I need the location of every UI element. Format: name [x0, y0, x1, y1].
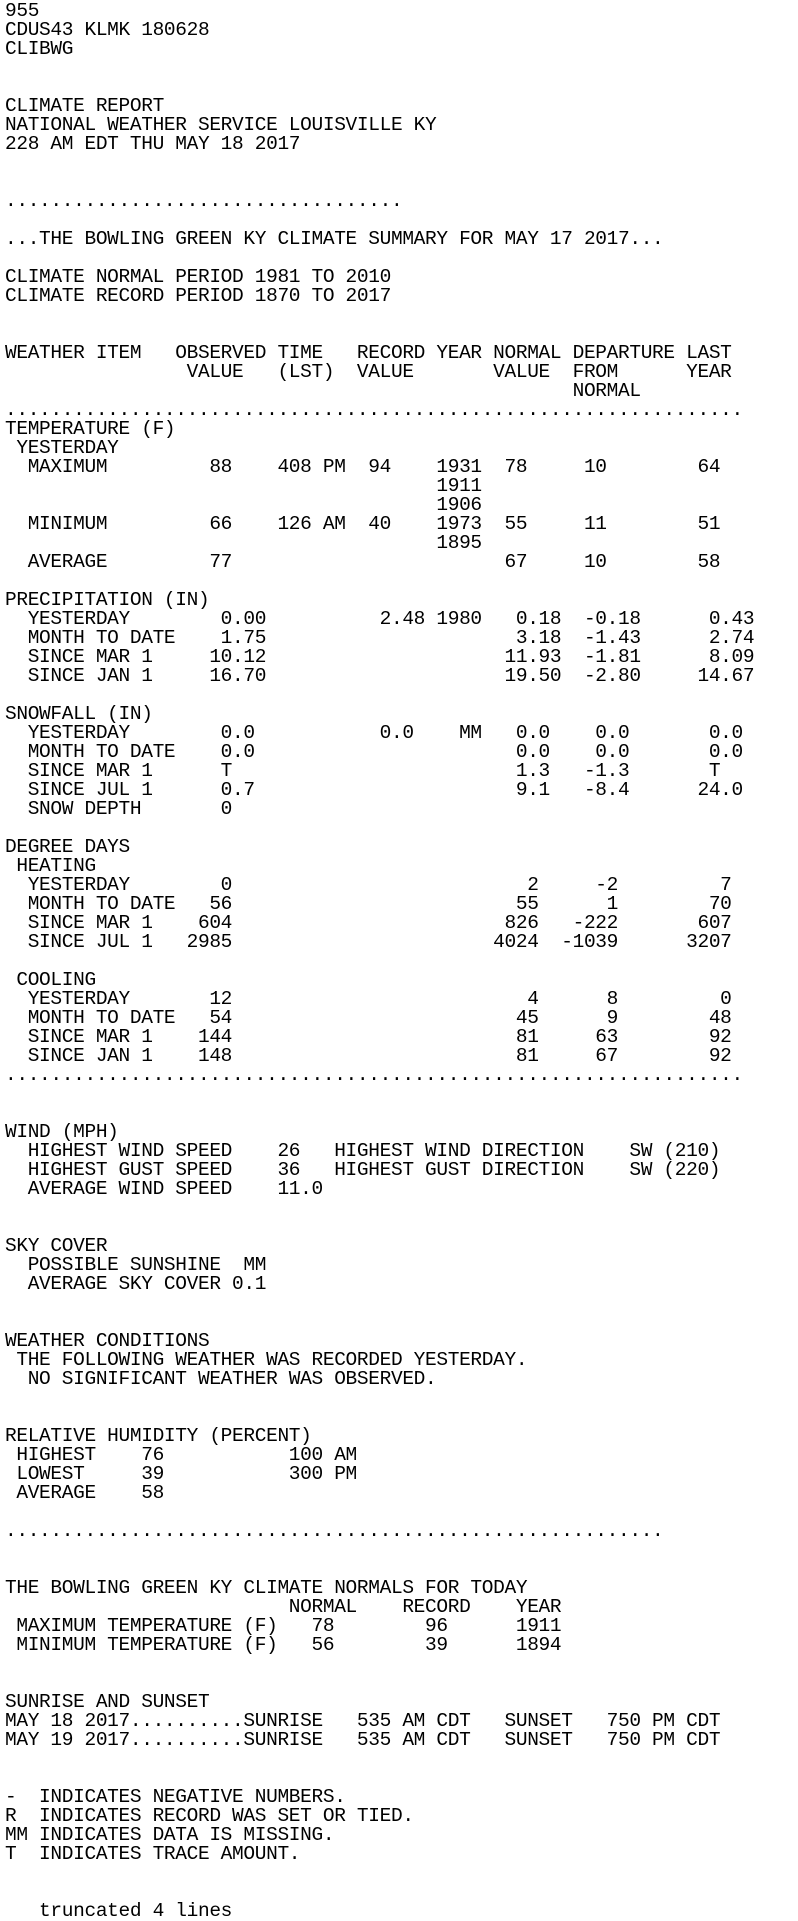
- report-line: [5, 306, 798, 325]
- report-line: CLIBWG: [5, 38, 74, 60]
- report-line: ..........................................................: [5, 1520, 664, 1542]
- report-line: WEATHER ITEM OBSERVED TIME RECORD YEAR NORMAL DEPARTURE LAST: [5, 342, 732, 364]
- report-line: WIND (MPH): [5, 1121, 119, 1143]
- report-line: MAY 19 2017..........SUNRISE 535 AM CDT SUNSET 750 PM CDT: [5, 1729, 721, 1751]
- report-line: .................................................................: [5, 1064, 743, 1086]
- report-line: CDUS43 KLMK 180628: [5, 19, 210, 41]
- report-line: [5, 1750, 798, 1769]
- report-line: POSSIBLE SUNSHINE MM: [5, 1254, 267, 1276]
- report-line: [5, 59, 798, 78]
- report-line: 228 AM EDT THU MAY 18 2017: [5, 133, 301, 155]
- report-line: [5, 1389, 798, 1408]
- report-line: AVERAGE WIND SPEED 11.0: [5, 1178, 323, 1200]
- report-line: SINCE MAR 1 604 826 -222 607: [5, 912, 732, 934]
- report-line: CLIMATE RECORD PERIOD 1870 TO 2017: [5, 285, 391, 307]
- report-line: SINCE MAR 1 144 81 63 92: [5, 1026, 732, 1048]
- report-line: VALUE (LST) VALUE VALUE FROM YEAR: [5, 361, 732, 383]
- report-line: SNOW DEPTH 0: [5, 798, 233, 820]
- report-line: SINCE MAR 1 10.12 11.93 -1.81 8.09: [5, 646, 755, 668]
- report-line: truncated 4 lines: [5, 1900, 233, 1921]
- report-line: [5, 1199, 798, 1218]
- report-line: TEMPERATURE (F): [5, 418, 176, 440]
- report-line: AVERAGE SKY COVER 0.1: [5, 1273, 267, 1295]
- report-line: [5, 1104, 798, 1123]
- report-line: HIGHEST WIND SPEED 26 HIGHEST WIND DIRECTION SW (210): [5, 1140, 721, 1162]
- report-line: SUNRISE AND SUNSET: [5, 1691, 210, 1713]
- report-line: [5, 1655, 798, 1674]
- report-line: [5, 1294, 798, 1313]
- report-line: AVERAGE 58: [5, 1482, 164, 1504]
- report-line: [5, 1085, 798, 1104]
- report-line: R INDICATES RECORD WAS SET OR TIED.: [5, 1805, 414, 1827]
- report-line: ...THE BOWLING GREEN KY CLIMATE SUMMARY FOR MAY 17 2017...: [5, 228, 664, 250]
- report-line: MONTH TO DATE 0.0 0.0 0.0 0.0: [5, 741, 743, 763]
- report-line: .................................................................: [5, 399, 743, 421]
- report-line: YESTERDAY 0.0 0.0 MM 0.0 0.0 0.0: [5, 722, 743, 744]
- report-line: DEGREE DAYS: [5, 836, 130, 858]
- report-line: WEATHER CONDITIONS: [5, 1330, 210, 1352]
- report-line: SINCE JUL 1 0.7 9.1 -8.4 24.0: [5, 779, 743, 801]
- report-line: - INDICATES NEGATIVE NUMBERS.: [5, 1786, 346, 1808]
- report-line: SKY COVER: [5, 1235, 108, 1257]
- report-line: CLIMATE NORMAL PERIOD 1981 TO 2010: [5, 266, 391, 288]
- report-line: MONTH TO DATE 1.75 3.18 -1.43 2.74: [5, 627, 755, 649]
- report-line: YESTERDAY 0.00 2.48 1980 0.18 -0.18 0.43: [5, 608, 755, 630]
- report-line: [5, 1541, 798, 1560]
- report-line: T INDICATES TRACE AMOUNT.: [5, 1843, 301, 1865]
- report-line: MAXIMUM 88 408 PM 94 1931 78 10 64: [5, 456, 721, 478]
- report-line: [5, 1218, 798, 1237]
- report-line: MM INDICATES DATA IS MISSING.: [5, 1824, 335, 1846]
- report-line: SINCE JAN 1 148 81 67 92: [5, 1045, 732, 1067]
- report-line: [5, 1864, 798, 1883]
- report-line: NATIONAL WEATHER SERVICE LOUISVILLE KY: [5, 114, 437, 136]
- report-line: ...................................: [5, 190, 403, 212]
- report-line: YESTERDAY: [5, 437, 119, 459]
- report-line: [5, 952, 798, 971]
- report-line: SNOWFALL (IN): [5, 703, 153, 725]
- report-line: 1895: [5, 532, 482, 554]
- report-line: [5, 154, 798, 173]
- report-line: LOWEST 39 300 PM: [5, 1463, 357, 1485]
- report-line: MAXIMUM TEMPERATURE (F) 78 96 1911: [5, 1615, 562, 1637]
- report-line: YESTERDAY 12 4 8 0: [5, 988, 732, 1010]
- report-line: SINCE JAN 1 16.70 19.50 -2.80 14.67: [5, 665, 755, 687]
- report-line: 955: [5, 2, 40, 22]
- report-line: MAY 18 2017..........SUNRISE 535 AM CDT SUNSET 750 PM CDT: [5, 1710, 721, 1732]
- report-line: RELATIVE HUMIDITY (PERCENT): [5, 1425, 312, 1447]
- report-line: AVERAGE 77 67 10 58: [5, 551, 721, 573]
- report-line: SINCE JUL 1 2985 4024 -1039 3207: [5, 931, 732, 953]
- report-line: CLIMATE REPORT: [5, 95, 164, 117]
- report-line: HIGHEST GUST SPEED 36 HIGHEST GUST DIRECTION SW (220): [5, 1159, 721, 1181]
- report-line: HIGHEST 76 100 AM: [5, 1444, 357, 1466]
- report-line: SINCE MAR 1 T 1.3 -1.3 T: [5, 760, 721, 782]
- report-line: PRECIPITATION (IN): [5, 589, 210, 611]
- report-line: 1911: [5, 475, 482, 497]
- report-line: YESTERDAY 0 2 -2 7: [5, 874, 732, 896]
- report-line: NO SIGNIFICANT WEATHER WAS OBSERVED.: [5, 1368, 437, 1390]
- report-line: MINIMUM TEMPERATURE (F) 56 39 1894: [5, 1634, 562, 1656]
- report-line: HEATING: [5, 855, 96, 877]
- report-line: NORMAL RECORD YEAR: [5, 1596, 562, 1618]
- report-line: NORMAL: [5, 380, 641, 402]
- report-line: THE FOLLOWING WEATHER WAS RECORDED YESTERDAY.: [5, 1349, 528, 1371]
- report-line: MONTH TO DATE 56 55 1 70: [5, 893, 732, 915]
- report-line: THE BOWLING GREEN KY CLIMATE NORMALS FOR TODAY: [5, 1577, 528, 1599]
- report-line: MINIMUM 66 126 AM 40 1973 55 11 51: [5, 513, 721, 535]
- report-line: COOLING: [5, 969, 96, 991]
- climate-report-text: [5, 2, 798, 1921]
- report-line: MONTH TO DATE 54 45 9 48: [5, 1007, 732, 1029]
- report-line: 1906: [5, 494, 482, 516]
